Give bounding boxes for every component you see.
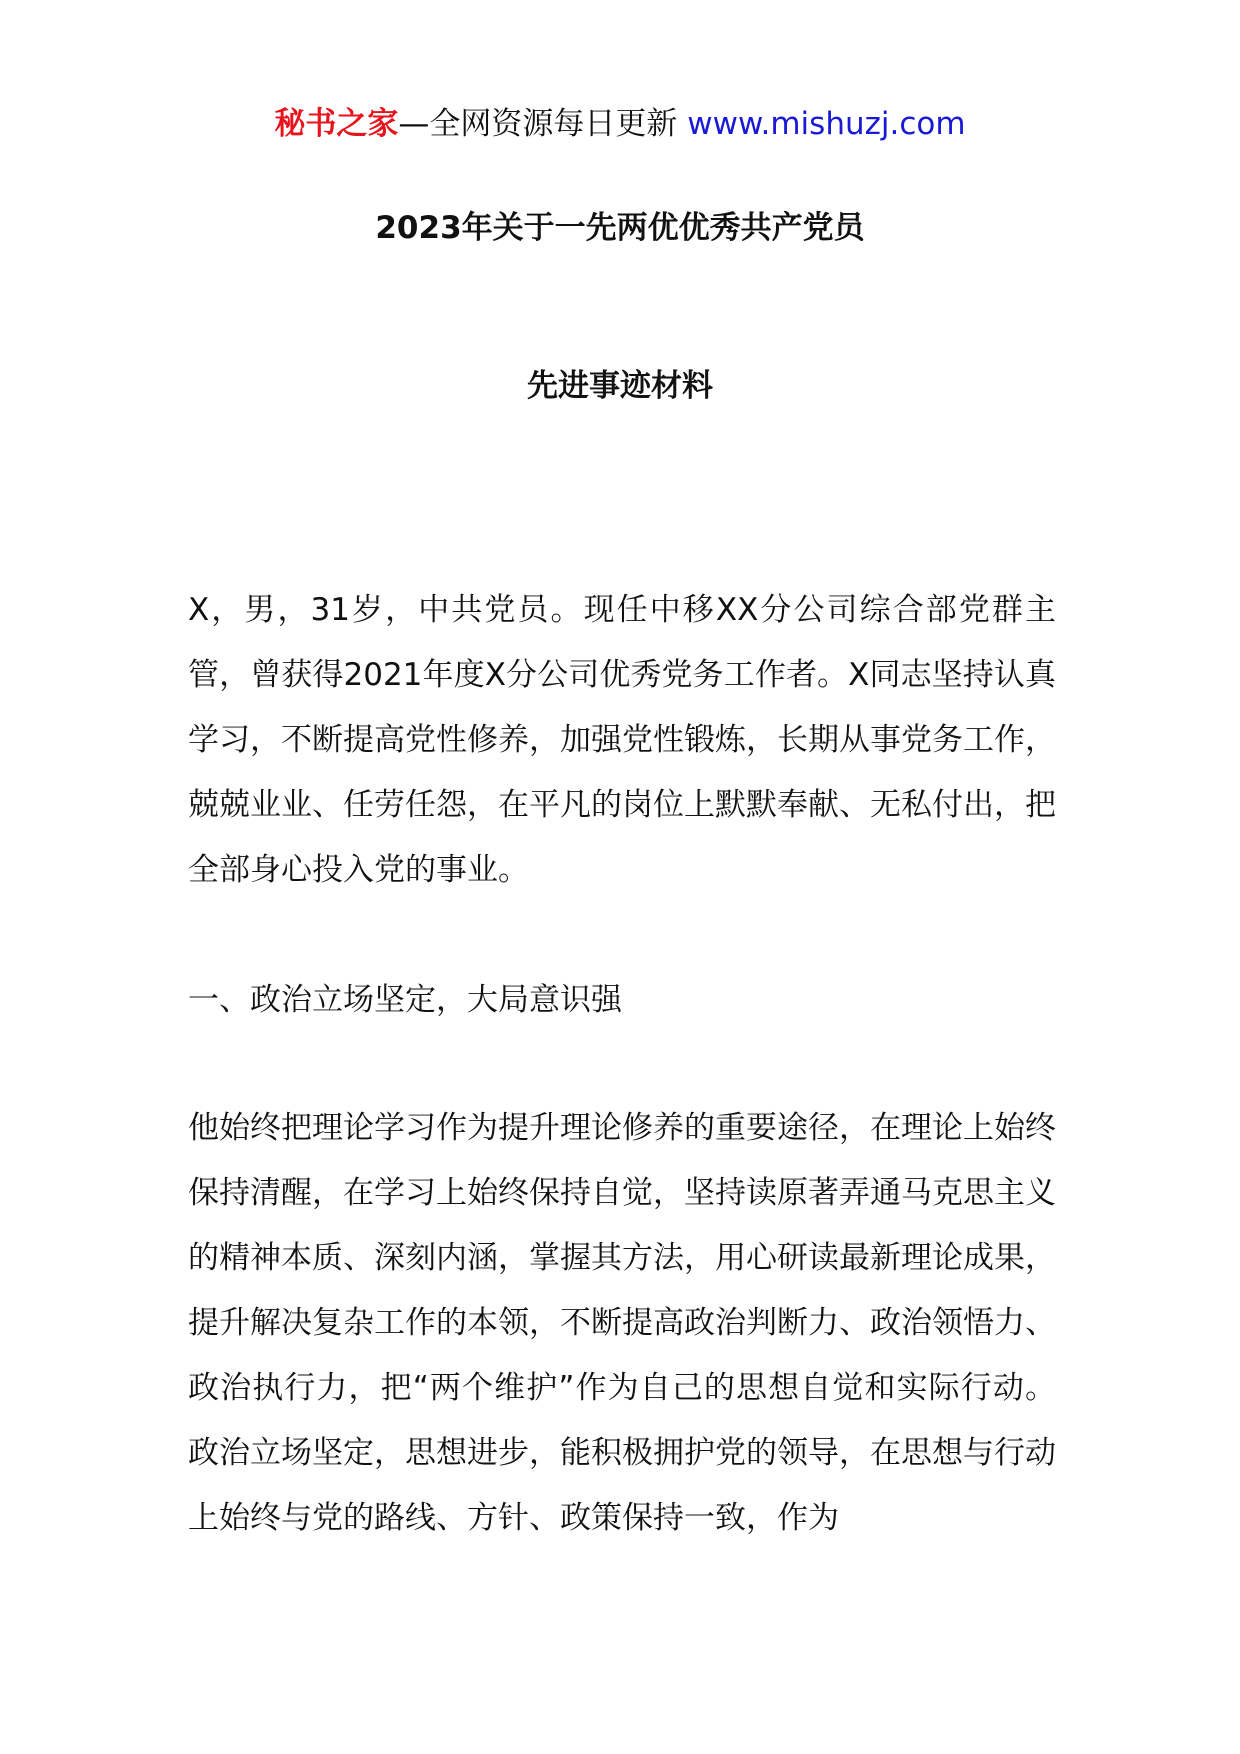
header-url-link[interactable]: www.mishuzj.com (687, 106, 966, 142)
paragraph-intro: X，男，31岁，中共党员。现任中移XX分公司综合部党群主管，曾获得2021年度X分公司优秀党务工作者。X同志坚持认真学习，不断提高党性修养，加强党性锻炼，长期从事党务工作，兢兢业业、任劳任怨，在平凡的岗位上默默奉献、无私付出，把全部身心投入党的事业。 (188, 592, 1056, 888)
paragraph-section-1: 他始终把理论学习作为提升理论修养的重要途径，在理论上始终保持清醒，在学习上始终保持自觉，坚持读原著弄通马克思主义的精神本质、深刻内涵，掌握其方法，用心研读最新理论成果，提升解决复杂工作的本领，不断提高政治判断力、政治领悟力、政治执行力，把“两个维护”作为自己的思想自觉和实际行动。政治立场坚定，思想进步，能积极拥护党的领导，在思想与行动上始终与党的路线、方针、政策保持一致，作为 (188, 1110, 1056, 1536)
document-title-line2: 先进事迹材料 (527, 368, 713, 404)
section-heading-1: 一、政治立场坚定，大局意识强 (188, 982, 622, 1018)
header-tagline: —全网资源每日更新 (398, 106, 688, 142)
document-title-line1: 2023年关于一先两优优秀共产党员 (375, 210, 865, 246)
watermark-header (0, 100, 1240, 148)
brand-name: 秘书之家 (274, 106, 399, 142)
